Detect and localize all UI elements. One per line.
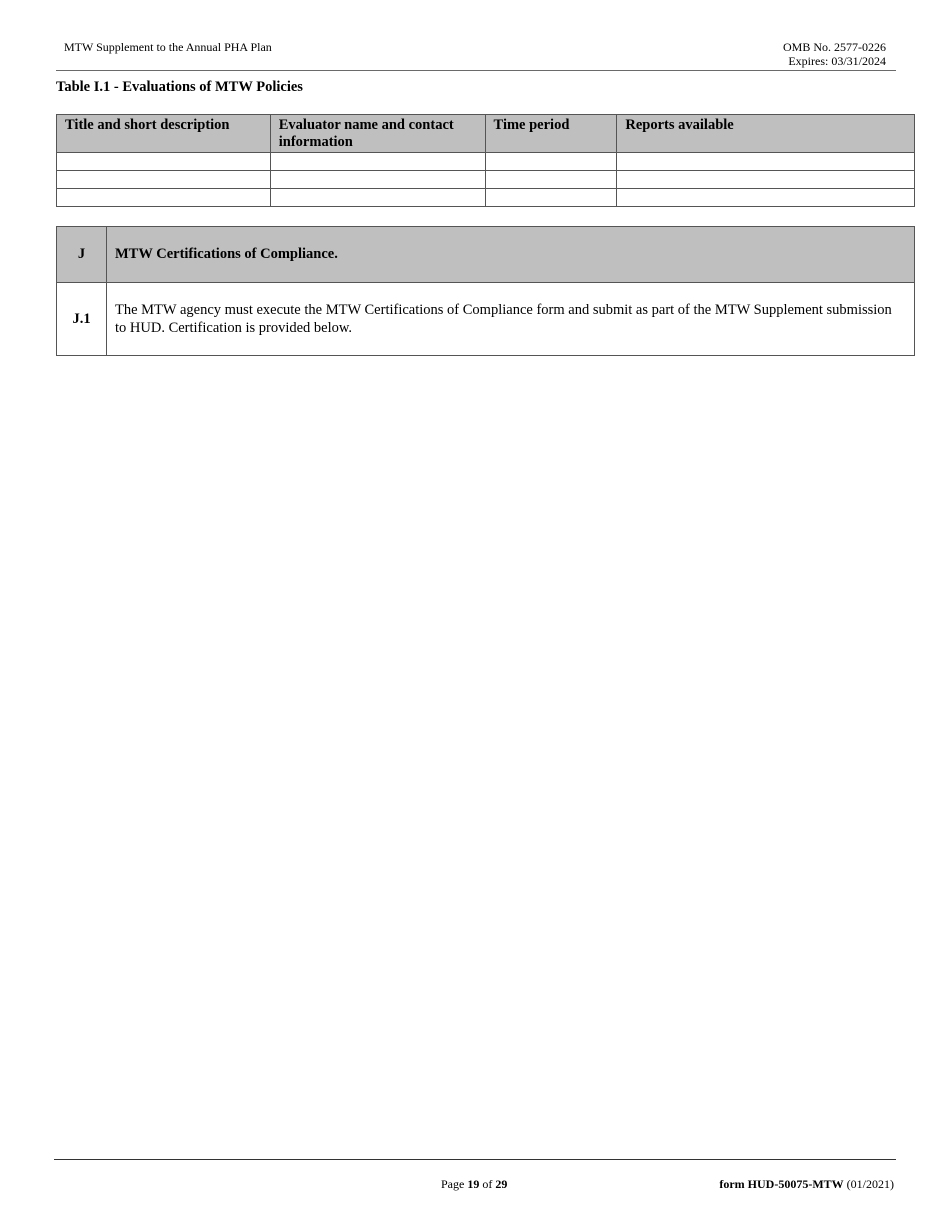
page-of: of bbox=[479, 1177, 496, 1191]
section-heading: MTW Certifications of Compliance. bbox=[107, 227, 915, 283]
column-header-time-period: Time period bbox=[485, 115, 617, 153]
table-cell[interactable] bbox=[617, 189, 915, 207]
evaluations-table bbox=[56, 114, 915, 207]
table-cell[interactable] bbox=[57, 189, 271, 207]
item-text: The MTW agency must execute the MTW Certifications of Compliance form and submit as part of the MTW Supplement submission to HUD. Certification is provided below. bbox=[107, 283, 915, 356]
table-i1-title: Table I.1 - Evaluations of MTW Policies bbox=[56, 79, 303, 95]
table-cell[interactable] bbox=[485, 189, 617, 207]
section-j-table bbox=[56, 226, 915, 356]
form-date: (01/2021) bbox=[843, 1177, 894, 1191]
page-indicator bbox=[441, 1177, 507, 1192]
section-j-item-row bbox=[57, 283, 915, 356]
expiration-date: Expires: 03/31/2024 bbox=[788, 54, 886, 68]
table-row bbox=[57, 189, 915, 207]
header-divider bbox=[56, 70, 896, 71]
header-document-title: MTW Supplement to the Annual PHA Plan bbox=[64, 40, 272, 54]
footer-divider bbox=[54, 1159, 896, 1160]
table-cell[interactable] bbox=[270, 189, 485, 207]
item-code: J.1 bbox=[57, 283, 107, 356]
table-cell[interactable] bbox=[270, 171, 485, 189]
column-header-title: Title and short description bbox=[57, 115, 271, 153]
table-cell[interactable] bbox=[617, 153, 915, 171]
table-row bbox=[57, 171, 915, 189]
omb-number: OMB No. 2577-0226 bbox=[782, 40, 886, 54]
page-prefix: Page bbox=[441, 1177, 468, 1191]
table-cell[interactable] bbox=[617, 171, 915, 189]
section-code: J bbox=[57, 227, 107, 283]
column-header-evaluator: Evaluator name and contact information bbox=[270, 115, 485, 153]
table-row bbox=[57, 153, 915, 171]
table-cell[interactable] bbox=[485, 153, 617, 171]
table-cell[interactable] bbox=[57, 153, 271, 171]
form-identifier bbox=[719, 1177, 894, 1192]
table-cell[interactable] bbox=[485, 171, 617, 189]
header-omb-info bbox=[783, 40, 886, 68]
page-total: 29 bbox=[495, 1177, 508, 1191]
table-cell[interactable] bbox=[57, 171, 271, 189]
table-header-row bbox=[57, 115, 915, 153]
column-header-reports: Reports available bbox=[617, 115, 915, 153]
table-cell[interactable] bbox=[270, 153, 485, 171]
form-name: form HUD-50075-MTW bbox=[719, 1177, 844, 1191]
section-j-header-row bbox=[57, 227, 915, 283]
page-number: 19 bbox=[467, 1177, 480, 1191]
